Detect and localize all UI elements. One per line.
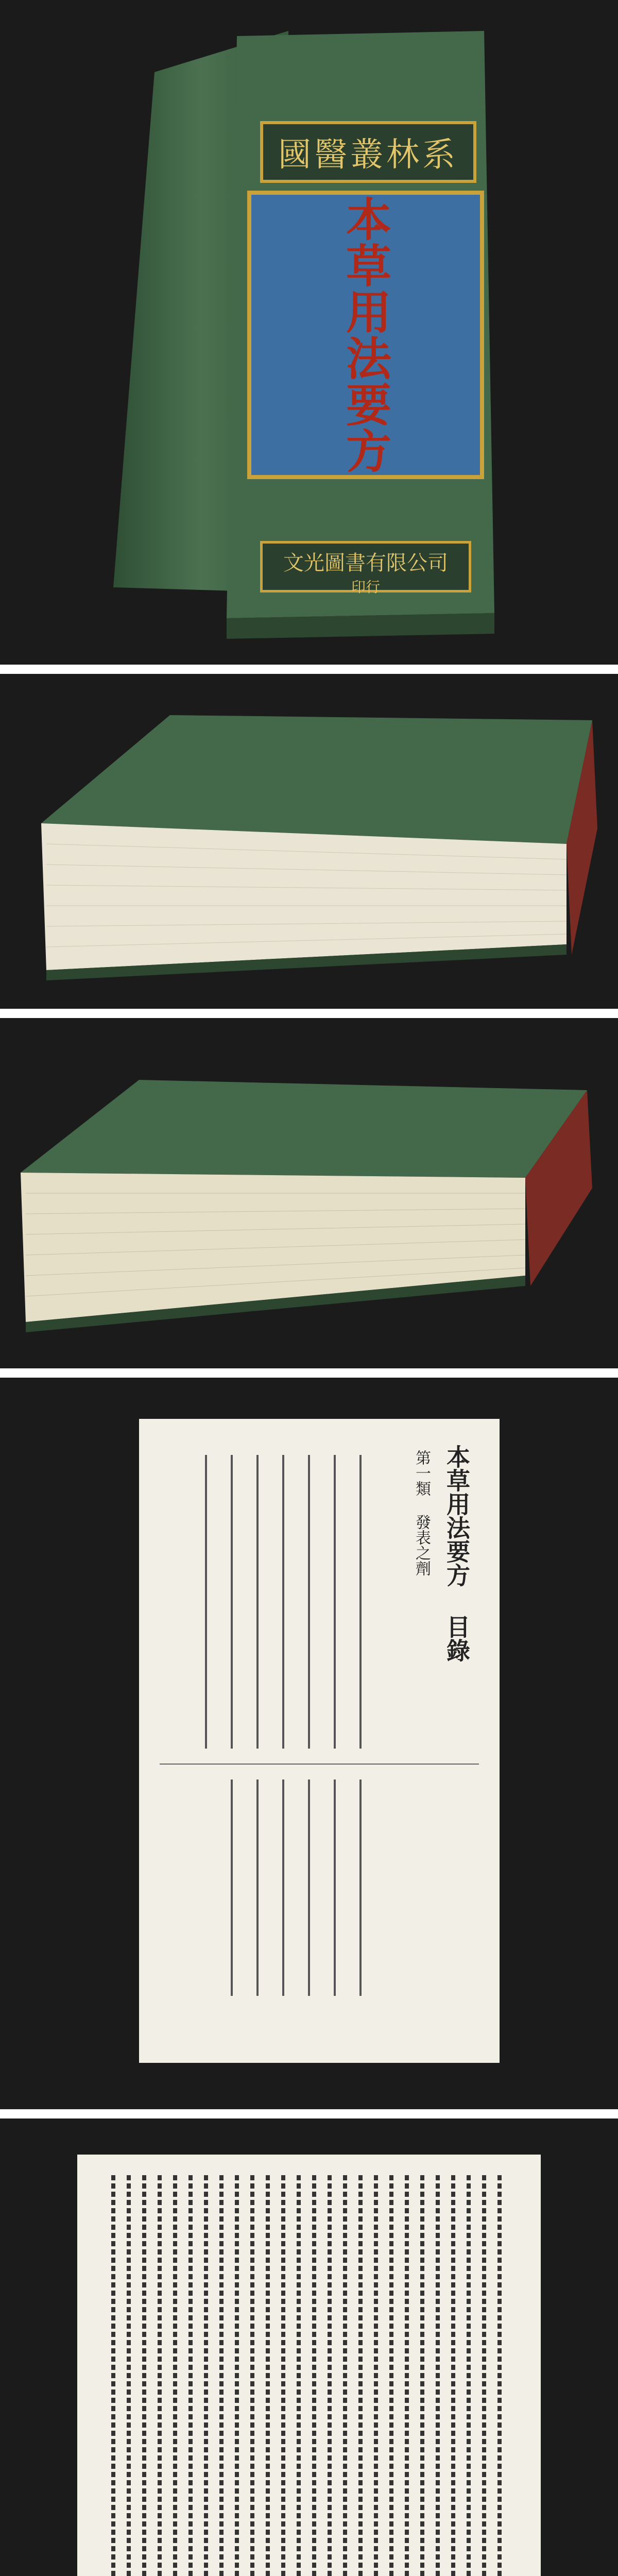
toc-section-heading: 第一類 發表之劑 — [413, 1450, 431, 1576]
text-page — [77, 2155, 541, 2576]
toc-lines — [139, 1419, 500, 2063]
publisher-label: 文光圖書有限公司 印行 — [260, 541, 471, 592]
toc-page — [139, 1419, 500, 2063]
panel-text-page — [0, 2119, 618, 2576]
panel-table-of-contents — [0, 1378, 618, 2109]
book-side-top-photo — [0, 674, 618, 1009]
panel-book-side-top — [0, 674, 618, 1009]
toc-heading: 本草用法要方 目錄 — [443, 1445, 471, 1662]
spine-title: 本草用法要方 — [339, 196, 392, 474]
spine-title-label — [247, 191, 484, 479]
book-side-pages-photo — [0, 1018, 618, 1368]
panel-spine-front — [0, 0, 618, 665]
text-columns — [77, 2155, 541, 2576]
panel-book-side-pages — [0, 1018, 618, 1368]
series-label: 國醫叢林系 — [260, 121, 476, 183]
